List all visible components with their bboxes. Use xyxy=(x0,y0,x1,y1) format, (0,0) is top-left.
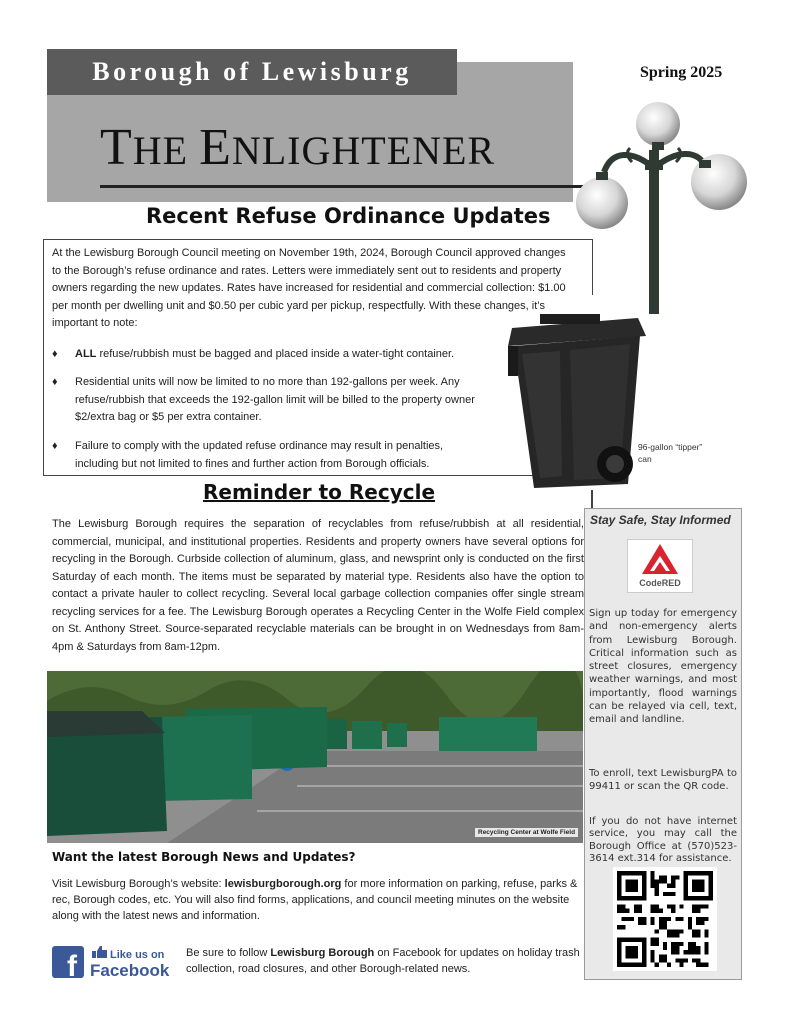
svg-text:Facebook: Facebook xyxy=(90,961,170,980)
thumbs-up-icon xyxy=(92,946,107,958)
svg-text:Like us on: Like us on xyxy=(110,949,165,961)
svg-text:CodeRED: CodeRED xyxy=(639,578,681,588)
svg-text:f: f xyxy=(67,950,77,980)
sidebar-signup-text: Sign up today for emergency and non-emergency alerts from Lewisburg Borough. Critical information such as street closures, emergency weather warnings, and most importantly, flood warnings can be relayed via cell, text, email and landline. xyxy=(589,608,737,726)
street-lamp-image xyxy=(572,100,752,314)
ordinance-intro: At the Lewisburg Borough Council meeting on November 19th, 2024, Borough Council approved changes to the Borough’s refuse ordinance and rates. Letters were immediately sent out to residents and property owners regarding the new updates. Rates have increased for residential and commercial collection: $1.00 per month per dwelling unit and $0.50 per cubic yard per pickup, respectfully. With these changes, it’s important to note: xyxy=(52,247,566,329)
masthead-rule xyxy=(100,185,592,188)
divider-line xyxy=(591,490,593,508)
bullet-gallon-limit: Residential units will now be limited to no more than 192-gallons per week. Any refuse/rubbish that exceeds the 192-gallon limit will be billed to the property owner $2/extra bag or $5 per extra container. xyxy=(75,376,475,423)
bullet-penalties: Failure to comply with the updated refuse ordinance may result in penalties, including but not limited to fines and further action from Borough officials. xyxy=(75,440,444,470)
facebook-follow-text: Be sure to follow Lewisburg Borough on Facebook for updates on holiday trash collection, road closures, and other Borough-related news. xyxy=(186,947,580,975)
news-heading: Want the latest Borough News and Updates? xyxy=(52,850,356,864)
facebook-like-badge[interactable] xyxy=(52,944,182,980)
headline-refuse-ordinance: Recent Refuse Ordinance Updates xyxy=(146,204,551,228)
article-border-right xyxy=(592,239,593,295)
qr-code xyxy=(613,867,717,971)
headline-recycle: Reminder to Recycle xyxy=(203,480,436,504)
news-text: Visit Lewisburg Borough’s website: lewisburgborough.org for more information on parking, refuse, parks & rec, Borough codes, etc. You will also find forms, applications, and council meeting minutes on the website along with the latest news and information. xyxy=(52,878,578,922)
bullet-icon: ♦ xyxy=(52,348,58,360)
newsletter-title: THE ENLIGHTENER xyxy=(100,119,496,176)
codered-logo xyxy=(627,539,693,593)
sidebar-title: Stay Safe, Stay Informed xyxy=(590,513,731,527)
website-link[interactable]: lewisburgborough.org xyxy=(224,878,342,890)
photo-caption: Recycling Center at Wolfe Field xyxy=(475,828,578,837)
trash-can-image xyxy=(500,306,650,491)
bullet-icon: ♦ xyxy=(52,440,58,452)
sidebar-enroll-text: To enroll, text LewisburgPA to 99411 or scan the QR code. xyxy=(589,768,737,793)
borough-name: Borough of Lewisburg xyxy=(92,57,412,86)
bullet-bagged: ALL refuse/rubbish must be bagged and placed inside a water-tight container. xyxy=(75,348,455,360)
recycle-paragraph: The Lewisburg Borough requires the separation of recyclables from refuse/rubbish at all residential, commercial, municipal, and institutional properties. Residents and property owners have several options for recycling in the Borough. Curbside collection of aluminum, glass, and newsprint only is conducted on the first Saturday of each month. The items must be separated by material type. Residents also have the option to contact a private hauler to collect recycling. Several local garbage collection companies offer single stream recycling services for a fee. The Lewisburg Borough operates a Recycling Center in the Wolfe Field complex on St. Anthony Street. Source-separated recyclable materials can be brought in on Wednesdays from 8am-4pm & Saturdays from 8am-12pm. xyxy=(52,518,584,653)
recycling-center-photo xyxy=(47,671,583,843)
bullet-icon: ♦ xyxy=(52,376,58,388)
can-caption: 96-gallon “tipper” can xyxy=(638,442,703,464)
sidebar-phone-text: If you do not have internet service, you may call the Borough Office at (570)523-3614 ext.314 for assistance. xyxy=(589,816,737,864)
issue-season: Spring 2025 xyxy=(640,64,723,81)
